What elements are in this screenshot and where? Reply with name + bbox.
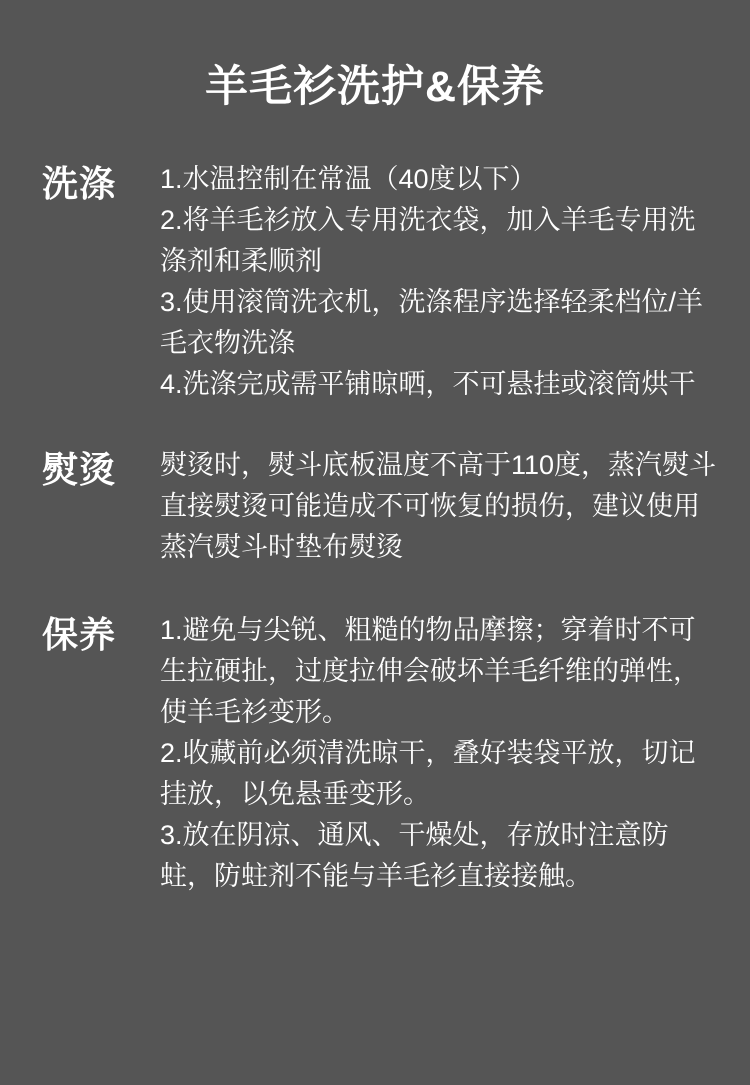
section-label-washing: 洗涤 bbox=[42, 162, 117, 204]
section-body-washing bbox=[160, 159, 722, 405]
section-maintenance bbox=[42, 610, 722, 897]
maintenance-line-3: 3.放在阴凉、通风、干燥处，存放时注意防蛀，防蛀剂不能与羊毛衫直接接触。 bbox=[160, 820, 669, 892]
section-body-maintenance bbox=[160, 610, 722, 897]
maintenance-line-1: 1.避免与尖锐、粗糙的物品摩擦；穿着时不可生拉硬扯，过度拉伸会破坏羊毛纤维的弹性，使羊毛衫变形。 bbox=[160, 614, 700, 727]
section-washing bbox=[42, 159, 722, 405]
washing-line-1: 1.水温控制在常温（40度以下） bbox=[160, 163, 537, 194]
section-label-ironing: 熨烫 bbox=[42, 448, 117, 490]
section-label-maintenance: 保养 bbox=[42, 613, 117, 655]
ironing-line-1: 熨烫时，熨斗底板温度不高于110度，蒸汽熨斗直接熨烫可能造成不可恢复的损伤，建议使用蒸汽熨斗时垫布熨烫 bbox=[160, 449, 717, 562]
washing-line-4: 4.洗涤完成需平铺晾晒，不可悬挂或滚筒烘干 bbox=[160, 368, 696, 399]
sections-container bbox=[0, 159, 750, 898]
maintenance-line-2: 2.收藏前必须清洗晾干，叠好装袋平放，切记挂放，以免悬垂变形。 bbox=[160, 737, 696, 809]
section-body-ironing bbox=[160, 445, 722, 568]
section-ironing bbox=[42, 445, 722, 568]
washing-line-3: 3.使用滚筒洗衣机，洗涤程序选择轻柔档位/羊毛衣物洗涤 bbox=[160, 286, 704, 358]
page-title: 羊毛衫洗护&保养 bbox=[204, 63, 546, 111]
washing-line-2: 2.将羊毛衫放入专用洗衣袋，加入羊毛专用洗涤剂和柔顺剂 bbox=[160, 204, 696, 276]
